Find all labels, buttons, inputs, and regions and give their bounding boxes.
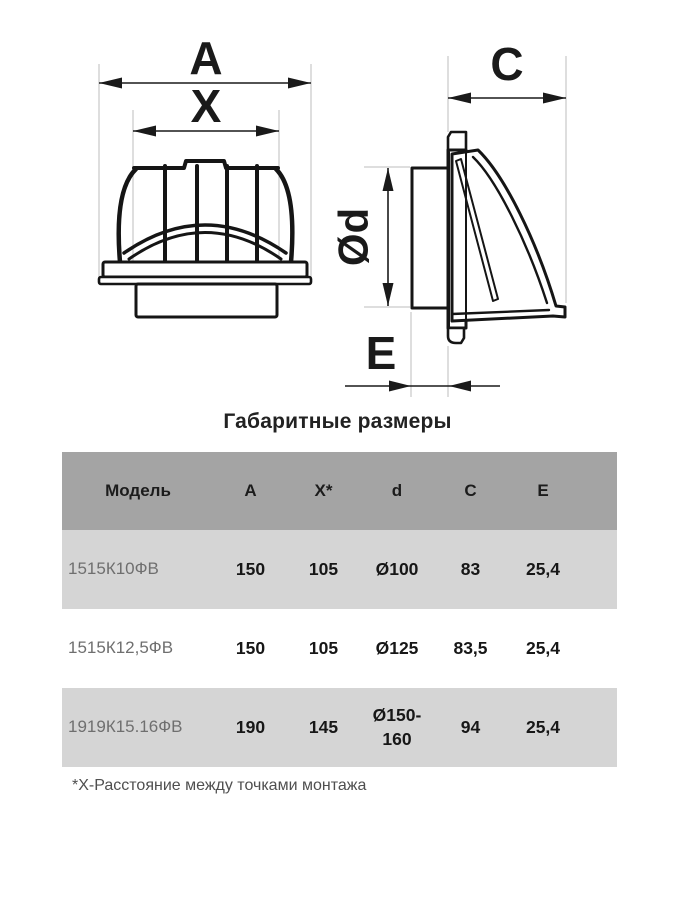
value-cell-c: 83,5: [453, 637, 488, 658]
value-cell-x: 145: [308, 716, 339, 737]
column-header-a: A: [244, 481, 257, 500]
footnote: *X-Расстояние между точками монтажа: [72, 777, 367, 794]
value-cell-d: Ø125: [375, 637, 419, 658]
model-cell: 1515К12,5ФВ: [68, 638, 174, 658]
column-header-x: X*: [314, 481, 333, 500]
column-header-model: Модель: [105, 481, 171, 500]
arrowhead-right: [543, 93, 566, 104]
dimension-e: [345, 327, 500, 392]
arrowhead-right: [256, 126, 279, 137]
side-hood-drawing: [412, 132, 565, 343]
dimension-a-label: A: [189, 32, 223, 84]
value-cell-d: Ø150-160: [372, 704, 422, 749]
value-cell-x: 105: [308, 558, 339, 579]
value-cell-x: 105: [308, 637, 339, 658]
arrowhead-left: [133, 126, 156, 137]
arrowhead-up: [383, 168, 394, 191]
table-row: [62, 530, 617, 609]
table-header-row: [62, 452, 617, 530]
model-cell: 1919К15.16ФВ: [68, 717, 183, 737]
value-cell-a: 190: [235, 716, 266, 737]
value-cell-e: 25,4: [525, 558, 561, 579]
table-row: [62, 609, 617, 688]
dimensions-table: [62, 452, 617, 767]
dimension-diameter-label: Ød: [330, 207, 377, 267]
arrowhead-left: [448, 93, 471, 104]
arrowhead-left: [99, 78, 122, 89]
dimension-x: [133, 80, 279, 137]
dimension-diagram: [0, 0, 675, 402]
value-cell-a: 150: [235, 558, 266, 579]
dimension-diameter: [330, 168, 394, 306]
arrowhead-right: [288, 78, 311, 89]
dimension-x-label: X: [190, 80, 222, 132]
arrowhead-right: [389, 381, 411, 392]
front-view: [99, 32, 311, 317]
dimension-c: [448, 38, 566, 104]
column-header-d: d: [391, 481, 403, 500]
value-cell-e: 25,4: [525, 637, 561, 658]
value-cell-a: 150: [235, 637, 266, 658]
column-header-c: C: [464, 481, 477, 500]
value-cell-c: 83: [460, 558, 481, 579]
side-view: [330, 38, 566, 397]
value-cell-e: 25,4: [525, 716, 561, 737]
column-header-e: E: [537, 481, 549, 500]
table-section: [62, 452, 617, 795]
arrowhead-left: [449, 381, 471, 392]
value-cell-c: 94: [460, 716, 481, 737]
table-row: [62, 688, 617, 767]
value-cell-d: Ø100: [375, 558, 419, 579]
arrowhead-down: [383, 283, 394, 306]
dimension-e-label: E: [365, 327, 397, 379]
dimension-c-label: C: [490, 38, 524, 90]
table-title: Габаритные размеры: [223, 410, 452, 433]
model-cell: 1515К10ФВ: [68, 559, 159, 579]
